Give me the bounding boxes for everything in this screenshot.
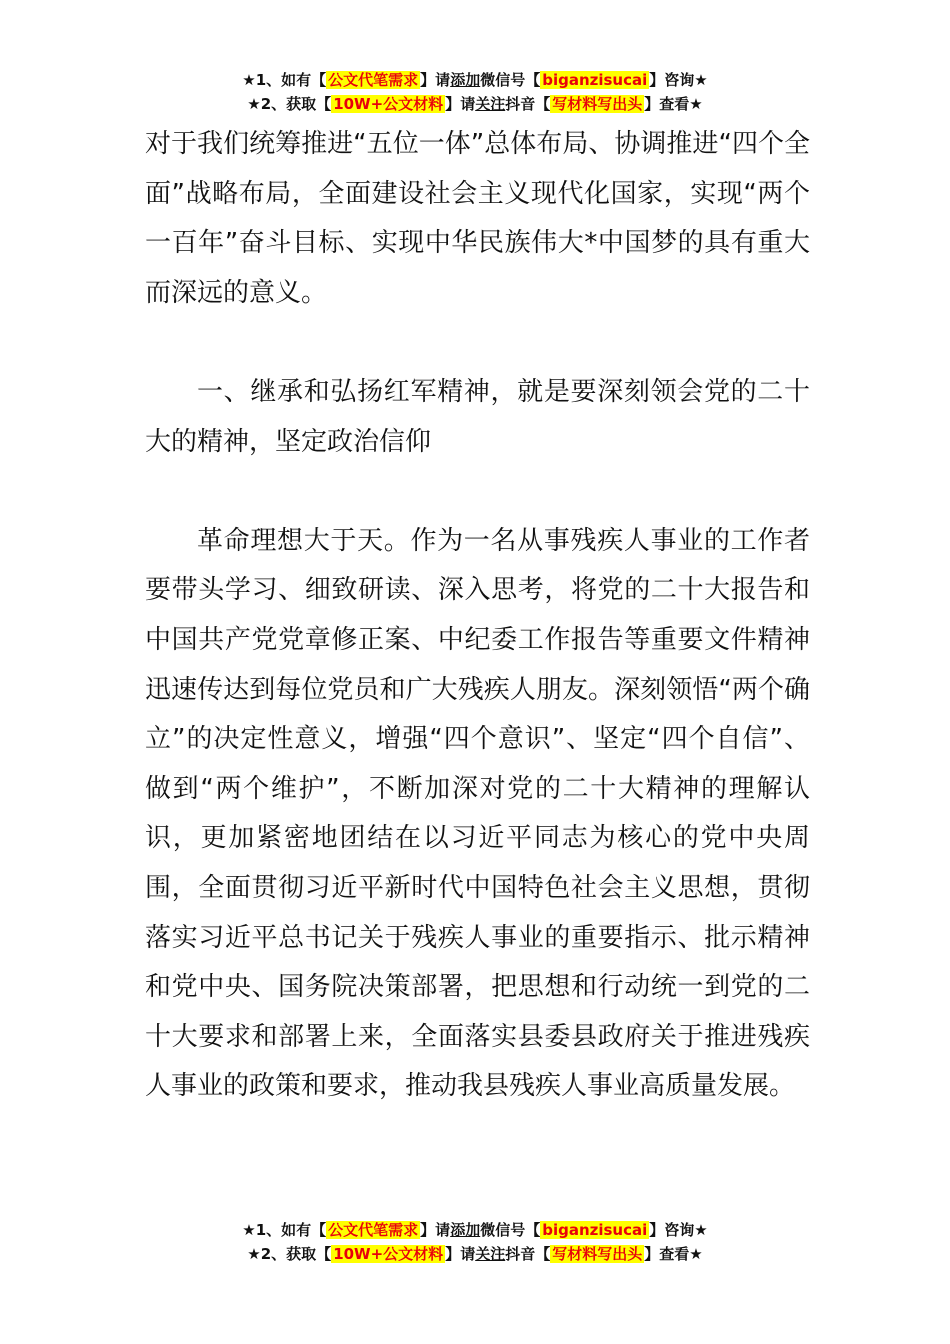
banner-text: 】咨询★ xyxy=(649,1221,708,1239)
banner-text: 】请 xyxy=(420,1221,451,1239)
paragraph-spacer xyxy=(145,467,810,517)
banner-text: 抖音【 xyxy=(505,95,551,113)
banner-text: ★1、如有【 xyxy=(242,71,327,89)
banner-highlight: 10W+公文材料 xyxy=(333,95,444,113)
banner-underlined: 添加 xyxy=(450,1221,481,1239)
banner-highlight: 公文代笔需求 xyxy=(328,71,419,89)
document-body xyxy=(145,120,810,1112)
banner-text: ★2、获取【 xyxy=(247,95,332,113)
banner-text: 】咨询★ xyxy=(649,71,708,89)
banner-text: 】查看★ xyxy=(644,1245,703,1263)
banner-highlight: 写材料写出头 xyxy=(552,1245,643,1263)
banner-line-2 xyxy=(0,92,950,116)
banner-line-1 xyxy=(0,1218,950,1242)
banner-line-2 xyxy=(0,1242,950,1266)
paragraph-main: 革命理想大于天。作为一名从事残疾人事业的工作者要带头学习、细致研读、深入思考，将党的二十大报告和中国共产党党章修正案、中纪委工作报告等重要文件精神迅速传达到每位党员和广大残疾人朋友。深刻领悟“两个确立”的决定性意义，增强“四个意识”、坚定“四个自信”、做到“两个维护”，不断加深对党的二十大精神的理解认识，更加紧密地团结在以习近平同志为核心的党中央周围，全面贯彻习近平新时代中国特色社会主义思想，贯彻落实习近平总书记关于残疾人事业的重要指示、批示精神和党中央、国务院决策部署，把思想和行动统一到党的二十大要求和部署上来，全面落实县委县政府关于推进残疾人事业的政策和要求，推动我县残疾人事业高质量发展。 xyxy=(145,525,810,1102)
banner-highlight: biganzisucai xyxy=(542,1221,648,1239)
paragraph-spacer xyxy=(145,318,810,368)
banner-text: ★2、获取【 xyxy=(247,1245,332,1263)
banner-underlined: 关注 xyxy=(475,1245,506,1263)
banner-text: 】查看★ xyxy=(644,95,703,113)
banner-highlight: 写材料写出头 xyxy=(552,95,643,113)
section-heading: 一、继承和弘扬红军精神，就是要深刻领会党的二十大的精神，坚定政治信仰 xyxy=(145,376,810,457)
banner-text: 微信号【 xyxy=(480,71,541,89)
banner-underlined: 关注 xyxy=(475,95,506,113)
footer-banner xyxy=(0,1218,950,1266)
banner-underlined: 添加 xyxy=(450,71,481,89)
paragraph-intro: 对于我们统筹推进“五位一体”总体布局、协调推进“四个全面”战略布局，全面建设社会主义现代化国家，实现“两个一百年”奋斗目标、实现中华民族伟大*中国梦的具有重大而深远的意义。 xyxy=(145,129,810,308)
banner-line-1 xyxy=(0,68,950,92)
banner-text: 微信号【 xyxy=(480,1221,541,1239)
banner-text: 】请 xyxy=(420,71,451,89)
banner-highlight: 10W+公文材料 xyxy=(333,1245,444,1263)
banner-text: ★1、如有【 xyxy=(242,1221,327,1239)
banner-text: 抖音【 xyxy=(505,1245,551,1263)
banner-text: 】请 xyxy=(445,95,476,113)
banner-highlight: 公文代笔需求 xyxy=(328,1221,419,1239)
banner-text: 】请 xyxy=(445,1245,476,1263)
banner-highlight: biganzisucai xyxy=(542,71,648,89)
header-banner xyxy=(0,68,950,116)
